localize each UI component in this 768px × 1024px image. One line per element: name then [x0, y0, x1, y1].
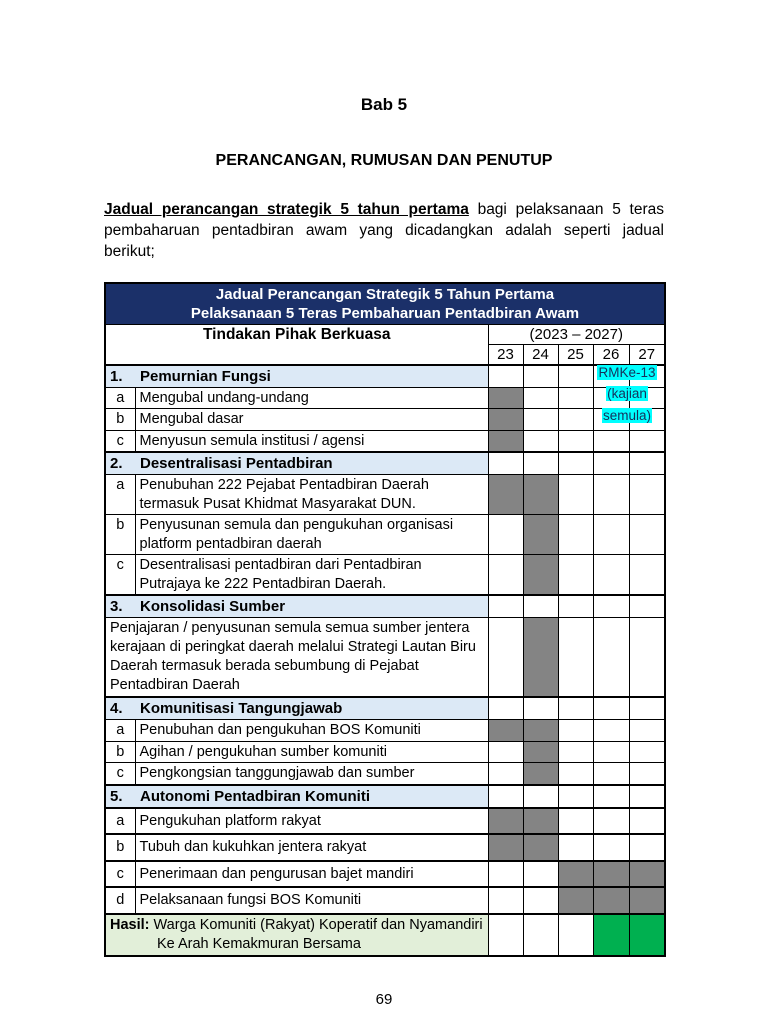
table-row — [105, 808, 665, 835]
row-desc: Tubuh dan kukuhkan jentera rakyat — [135, 834, 488, 861]
year-cell — [593, 861, 629, 888]
section-number: 3. — [110, 598, 123, 616]
section-title-text: Konsolidasi Sumber — [140, 598, 286, 616]
table-row — [105, 515, 665, 555]
year-cell — [523, 763, 558, 785]
table-title — [105, 283, 665, 325]
schedule-table — [104, 282, 666, 957]
year-cell — [488, 515, 523, 555]
year-cell — [558, 785, 593, 808]
section-title-4 — [105, 697, 488, 720]
section-header-5 — [105, 785, 665, 808]
year-cell — [488, 595, 523, 618]
year-cell — [523, 697, 558, 720]
row-letter: b — [105, 834, 135, 861]
row-desc: Penyusunan semula dan pengukuhan organisasi platform pentadbiran daerah — [135, 515, 488, 555]
year-cell — [593, 515, 629, 555]
row-desc: Desentralisasi pentadbiran dari Pentadbiran Putrajaya ke 222 Pentadbiran Daerah. — [135, 555, 488, 596]
year-cell — [488, 618, 523, 698]
year-cell — [558, 365, 593, 388]
row-letter: c — [105, 430, 135, 452]
table-row — [105, 861, 665, 888]
annotation-line: RMKe-13 — [598, 364, 656, 380]
year-cell — [558, 595, 593, 618]
year-cell — [629, 430, 665, 452]
year-cell — [593, 834, 629, 861]
hasil-row — [105, 914, 665, 956]
year-cell — [629, 475, 665, 515]
year-cell — [558, 430, 593, 452]
row-desc: Mengubal undang-undang — [135, 387, 488, 409]
intro-text: bagi pelaksanaan 5 teras pembaharuan pentadbiran awam yang dicadangkan adalah seperti jadual berikut; — [104, 201, 664, 261]
year-cell — [558, 834, 593, 861]
year-cell — [558, 808, 593, 835]
row-letter: b — [105, 515, 135, 555]
table-header-row — [105, 324, 665, 344]
year-cell — [523, 452, 558, 475]
year-cell — [523, 785, 558, 808]
row-desc: Pengukuhan platform rakyat — [135, 808, 488, 835]
table-row — [105, 618, 665, 698]
row-letter: c — [105, 861, 135, 888]
year-cell — [488, 452, 523, 475]
year-cell — [593, 595, 629, 618]
year-cell — [629, 697, 665, 720]
year-cell — [488, 861, 523, 888]
year-cell — [593, 618, 629, 698]
year-cell — [558, 720, 593, 742]
section-header-4 — [105, 697, 665, 720]
year-cell — [629, 720, 665, 742]
table-row — [105, 763, 665, 785]
year-cell — [488, 365, 523, 388]
year-cell — [593, 430, 629, 452]
section-title-5 — [105, 785, 488, 808]
row-desc: Agihan / pengukuhan sumber komuniti — [135, 741, 488, 763]
year-cell — [629, 618, 665, 698]
col-header-year-27: 27 — [629, 344, 665, 365]
year-cell — [558, 618, 593, 698]
year-cell — [488, 914, 523, 956]
year-cell — [629, 555, 665, 596]
section-title-text: Autonomi Pentadbiran Komuniti — [140, 787, 370, 805]
year-cell — [488, 741, 523, 763]
row-desc: Mengubal dasar — [135, 409, 488, 431]
section-header-1 — [105, 365, 665, 388]
year-cell — [488, 785, 523, 808]
year-cell — [593, 808, 629, 835]
year-cell — [558, 914, 593, 956]
col-header-year-23: 23 — [488, 344, 523, 365]
year-cell — [558, 409, 593, 431]
section-number: 1. — [110, 367, 123, 385]
year-cell — [523, 914, 558, 956]
col-header-year-25: 25 — [558, 344, 593, 365]
table-row — [105, 834, 665, 861]
year-cell — [593, 914, 629, 956]
year-cell — [629, 785, 665, 808]
section-number: 5. — [110, 787, 123, 805]
year-cell — [523, 595, 558, 618]
year-cell — [523, 741, 558, 763]
row-letter: a — [105, 808, 135, 835]
intro-emphasis: Jadual perancangan strategik 5 tahun pertama — [104, 201, 469, 218]
section-header-2 — [105, 452, 665, 475]
year-cell — [523, 618, 558, 698]
year-cell — [523, 808, 558, 835]
year-cell — [593, 785, 629, 808]
year-cell — [523, 430, 558, 452]
annotation-line: semula) — [602, 407, 651, 423]
hasil-cell — [105, 914, 488, 956]
row-letter: b — [105, 409, 135, 431]
year-cell — [523, 387, 558, 409]
year-cell — [629, 834, 665, 861]
year-cell — [558, 741, 593, 763]
row-letter: c — [105, 555, 135, 596]
row-desc: Penubuhan dan pengukuhan BOS Komuniti — [135, 720, 488, 742]
year-cell — [558, 515, 593, 555]
row-desc: Menyusun semula institusi / agensi — [135, 430, 488, 452]
year-cell — [558, 452, 593, 475]
section-title-text: Pemurnian Fungsi — [140, 367, 271, 385]
year-cell — [629, 861, 665, 888]
col-header-action: Tindakan Pihak Berkuasa — [105, 324, 488, 365]
year-cell — [629, 515, 665, 555]
hasil-label: Hasil: — [110, 916, 150, 933]
year-cell — [593, 763, 629, 785]
row-letter: a — [105, 720, 135, 742]
page-content — [104, 0, 664, 1008]
year-cell — [523, 555, 558, 596]
year-cell — [558, 763, 593, 785]
row-desc: Penerimaan dan pengurusan bajet mandiri — [135, 861, 488, 888]
year-cell — [488, 763, 523, 785]
table-row — [105, 555, 665, 596]
row-desc-full: Penjajaran / penyusunan semula semua sumber jentera kerajaan di peringkat daerah melalui Strategi Lautan Biru Daerah termasuk berada sebumbung di Pejabat Pentadbiran Daerah — [105, 618, 488, 698]
row-letter: a — [105, 387, 135, 409]
section-title-2 — [105, 452, 488, 475]
page-number: 69 — [375, 990, 393, 1008]
year-cell — [488, 430, 523, 452]
col-header-year-26: 26 — [593, 344, 629, 365]
year-cell — [488, 409, 523, 431]
table-title-row — [105, 283, 665, 325]
year-cell — [593, 887, 629, 914]
row-desc: Pengkongsian tanggungjawab dan sumber — [135, 763, 488, 785]
year-cell — [558, 887, 593, 914]
table-title-line1: Jadual Perancangan Strategik 5 Tahun Pertama — [215, 285, 555, 303]
page-heading: PERANCANGAN, RUMUSAN DAN PENUTUP — [215, 152, 553, 169]
section-title-1 — [105, 365, 488, 388]
year-cell — [593, 741, 629, 763]
table-row — [105, 720, 665, 742]
schedule-table-wrap — [104, 282, 664, 957]
intro-paragraph — [104, 199, 664, 263]
table-row — [105, 741, 665, 763]
year-cell — [558, 387, 593, 409]
year-cell — [523, 720, 558, 742]
section-title-text: Desentralisasi Pentadbiran — [140, 455, 333, 473]
table-row — [105, 887, 665, 914]
year-cell — [488, 808, 523, 835]
section-number: 4. — [110, 700, 123, 718]
col-header-year-24: 24 — [523, 344, 558, 365]
col-header-year-range: (2023 – 2027) — [488, 324, 665, 344]
year-cell — [488, 555, 523, 596]
year-cell — [488, 720, 523, 742]
year-cell — [488, 387, 523, 409]
year-cell — [488, 475, 523, 515]
year-cell — [629, 763, 665, 785]
year-cell — [523, 475, 558, 515]
row-letter: a — [105, 475, 135, 515]
year-cell — [558, 697, 593, 720]
year-cell — [593, 475, 629, 515]
year-cell — [629, 808, 665, 835]
year-cell — [629, 595, 665, 618]
year-cell — [558, 555, 593, 596]
section-header-3 — [105, 595, 665, 618]
year-cell — [629, 741, 665, 763]
year-cell — [488, 887, 523, 914]
table-row — [105, 387, 665, 409]
year-cell — [593, 697, 629, 720]
year-cell — [523, 861, 558, 888]
annotation-line: (kajian — [607, 386, 647, 402]
table-row — [105, 409, 665, 431]
year-cell — [629, 887, 665, 914]
row-desc: Penubuhan 222 Pejabat Pentadbiran Daerah termasuk Pusat Khidmat Masyarakat DUN. — [135, 475, 488, 515]
table-title-line2: Pelaksanaan 5 Teras Pembaharuan Pentadbiran Awam — [190, 304, 580, 322]
year-cell — [523, 365, 558, 388]
rmke13-annotation — [592, 362, 662, 427]
section-number: 2. — [110, 455, 123, 473]
hasil-body: Warga Komuniti (Rakyat) Koperatif dan Nyamandiri Ke Arah Kemakmuran Bersama — [153, 916, 483, 952]
hasil-text — [110, 916, 484, 954]
row-letter: c — [105, 763, 135, 785]
year-cell — [523, 409, 558, 431]
table-row — [105, 475, 665, 515]
year-cell — [558, 861, 593, 888]
year-cell — [523, 887, 558, 914]
year-cell — [629, 914, 665, 956]
chapter-title: Bab 5 — [360, 95, 408, 114]
year-cell — [523, 834, 558, 861]
year-cell — [558, 475, 593, 515]
year-cell — [488, 834, 523, 861]
row-letter: b — [105, 741, 135, 763]
year-cell — [523, 515, 558, 555]
year-cell — [593, 452, 629, 475]
year-cell — [488, 697, 523, 720]
section-title-3 — [105, 595, 488, 618]
row-letter: d — [105, 887, 135, 914]
table-row — [105, 430, 665, 452]
year-cell — [593, 720, 629, 742]
year-cell — [629, 452, 665, 475]
row-desc: Pelaksanaan fungsi BOS Komuniti — [135, 887, 488, 914]
section-title-text: Komunitisasi Tangungjawab — [140, 700, 343, 718]
year-cell — [593, 555, 629, 596]
